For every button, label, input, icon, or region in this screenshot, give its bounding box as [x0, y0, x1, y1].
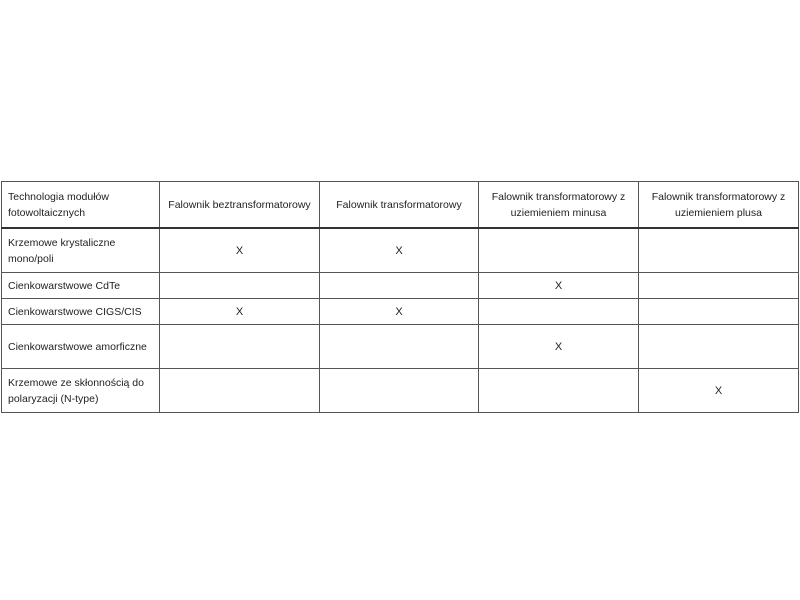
row-label: Krzemowe ze skłonnością do polaryzacji (N-type) — [2, 369, 160, 413]
table-cell — [639, 325, 799, 369]
table-row — [2, 273, 799, 299]
table-cell — [160, 273, 320, 299]
table-row — [2, 369, 799, 413]
table-cell — [320, 369, 479, 413]
table-cell — [639, 228, 799, 273]
header-negative-grounded-inverter: Falownik transformatorowy z uziemieniem minusa — [479, 182, 639, 229]
row-label: Cienkowarstwowe CIGS/CIS — [2, 299, 160, 325]
table-cell — [160, 325, 320, 369]
header-technology: Technologia modułów fotowoltaicznych — [2, 182, 160, 229]
table-row — [2, 299, 799, 325]
table-cell — [639, 299, 799, 325]
row-label: Cienkowarstwowe amorficzne — [2, 325, 160, 369]
table-cell — [479, 228, 639, 273]
table-row — [2, 325, 799, 369]
header-row — [2, 182, 799, 229]
header-transformer-inverter: Falownik transformatorowy — [320, 182, 479, 229]
table-cell: X — [160, 228, 320, 273]
row-label: Krzemowe krystaliczne mono/poli — [2, 228, 160, 273]
table-cell: X — [320, 228, 479, 273]
table-cell — [479, 369, 639, 413]
table-cell: X — [479, 325, 639, 369]
table-cell — [479, 299, 639, 325]
table-cell: X — [320, 299, 479, 325]
table-cell: X — [639, 369, 799, 413]
table-cell — [320, 325, 479, 369]
header-transformerless-inverter: Falownik beztransformatorowy — [160, 182, 320, 229]
compatibility-table — [1, 181, 799, 413]
table-row — [2, 228, 799, 273]
table-cell: X — [160, 299, 320, 325]
table-cell — [320, 273, 479, 299]
table-cell: X — [479, 273, 639, 299]
table-cell — [160, 369, 320, 413]
table-cell — [639, 273, 799, 299]
header-positive-grounded-inverter: Falownik transformatorowy z uziemieniem plusa — [639, 182, 799, 229]
row-label: Cienkowarstwowe CdTe — [2, 273, 160, 299]
